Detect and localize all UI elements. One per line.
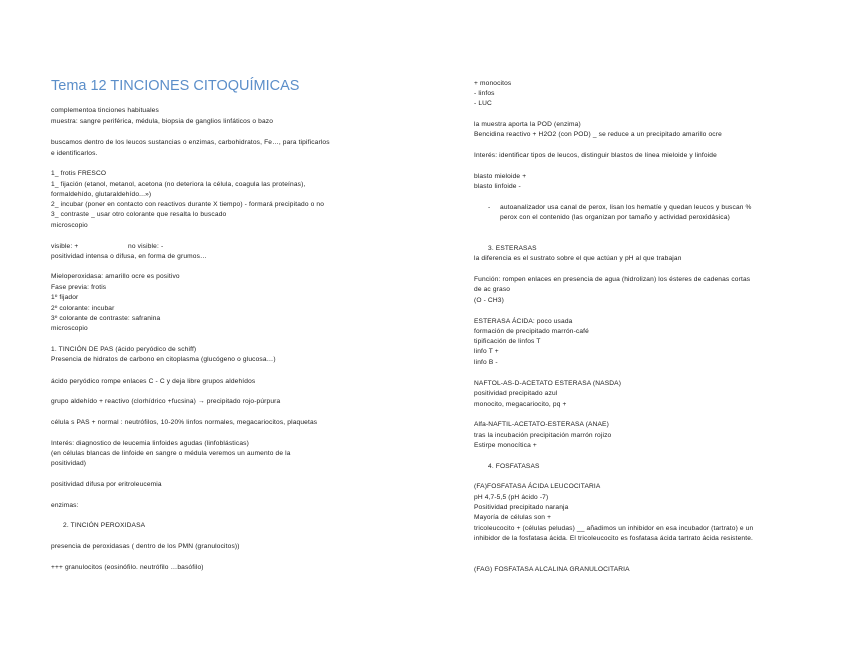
text-line: 2º colorante: incubar [51, 305, 115, 312]
text-line: perox con el contenido (las organizan por tamaño y actividad peroxidásica) [500, 214, 730, 221]
text-line: Función: rompen enlaces en presencia de agua (hidrolizan) los ésteres de cadenas cortas [474, 276, 751, 283]
text-line: - LUC [474, 100, 492, 107]
section-heading: 2. TINCIÓN PEROXIDASA [63, 522, 146, 529]
text-line: visible: + [51, 243, 79, 250]
text-line: de ac graso [474, 286, 511, 293]
text-line: linfo B - [474, 359, 498, 366]
text-line: enzimas: [51, 502, 79, 509]
text-line: ácido peryódico rompe enlaces C - C y deja libre grupos aldehídos [51, 378, 256, 385]
text-line: positividad difusa por eritroleucemia [51, 481, 162, 488]
text-line: microscopio [51, 222, 88, 229]
section-heading: 4. FOSFATASAS [488, 463, 540, 470]
text-line: microscopio [51, 325, 88, 332]
text-line: autoanalizador usa canal de perox, lisan los hematíe y quedan leucos y buscan % [500, 204, 752, 211]
page-title: Tema 12 TINCIONES CITOQUÍMICAS [51, 78, 300, 94]
text-line: 3_ contraste _ usar otro colorante que resalta lo buscado [51, 211, 227, 218]
text-line: célula s PAS + normal : neutrófilos, 10-20% linfos normales, megacariocitos, plaquetas [51, 419, 318, 426]
section-heading: 1. TINCIÓN DE PAS (ácido peryódico de schiff) [51, 346, 197, 353]
text-line: + monocitos [474, 80, 512, 87]
section-heading: 3. ESTERASAS [488, 245, 537, 252]
text-line: tricoleucocito + (células peludas) __ añadimos un inhibidor en esa incubador (tartrato) e un [474, 525, 754, 532]
text-line: Mieloperoxidasa: amarillo ocre es positivo [51, 273, 180, 280]
bullet-dash: - [488, 204, 491, 211]
text-line: la diferencia es el sustrato sobre el que actúan y pH al que trabajan [474, 255, 682, 262]
text-line: 3º colorante de contraste: safranina [51, 315, 161, 322]
text-line: 1_ fijación (etanol, metanol, acetona (no deteriora la célula, coagula las proteínas), [51, 181, 306, 188]
text-line: pH 4,7-5,5 (pH ácido -7) [474, 494, 549, 501]
text-line: +++ granulocitos (eosinófilo. neutrófilo …basófilo) [51, 564, 204, 571]
text-line: 1º fijador [51, 294, 79, 301]
text-line: positividad precipitado azul [474, 390, 558, 397]
text-line: Mayoría de células son + [474, 514, 552, 521]
text-line: Presencia de hidratos de carbono en citoplasma (glucógeno o glucosa…) [51, 356, 276, 363]
text-line: ESTERASA ÁCIDA: poco usada [474, 318, 573, 325]
text-line: (FAG) FOSFATASA ALCALINA GRANULOCITARIA [474, 566, 630, 573]
text-line: (FA)FOSFATASA ÁCIDA LEUCOCITARIA [474, 483, 601, 490]
text-line: complementoa tinciones habituales [51, 107, 159, 114]
text-line: Bencidina reactivo + H2O2 (con POD) _ se reduce a un precipitado amarillo ocre [474, 131, 722, 138]
text-line: positividad intensa o difusa, en forma de grumos… [51, 253, 207, 260]
text-line: NAFTOL-AS-D-ACETATO ESTERASA (NASDA) [474, 380, 622, 387]
text-line: formación de precipitado marrón-café [474, 328, 589, 335]
text-line: presencia de peroxidasas ( dentro de los PMN (granulocitos)) [51, 543, 240, 550]
text-line: no visible: - [128, 243, 164, 250]
text-line: (en células blancas de linfoide en sangre o médula veremos un aumento de la [51, 450, 291, 457]
text-line: muestra: sangre periférica, médula, biopsia de ganglios linfáticos o bazo [51, 118, 274, 125]
text-line: formaldehído, glutaraldehído...») [51, 191, 152, 198]
text-line: (O - CH3) [474, 297, 504, 304]
text-line: linfo T + [474, 348, 499, 355]
text-line: Positividad precipitado naranja [474, 504, 569, 511]
text-line: monocito, megacariocito, pq + [474, 401, 567, 408]
text-line: Interés: diagnostico de leucemia linfoides agudas (linfoblásticas) [51, 440, 249, 447]
text-line: blasto linfoide - [474, 183, 521, 190]
text-line: positividad) [51, 460, 87, 467]
text-line: - linfos [474, 90, 495, 97]
text-line: e identificarlos. [51, 150, 98, 157]
text-line: Fase previa: frotis [51, 284, 107, 291]
text-line: Alfa-NAFTIL-ACETATO-ESTERASA (ANAE) [474, 421, 609, 428]
text-line: Estirpe monocítica + [474, 442, 537, 449]
text-line: Interés: identificar tipos de leucos, distinguir blastos de línea mieloide y linfoide [474, 152, 717, 159]
text-line: 2_ incubar (poner en contacto con reactivos durante X tiempo) - formará precipitado o no [51, 201, 325, 208]
text-line: tras la incubación precipitación marrón rojizo [474, 432, 612, 439]
text-line: inhibidor de la fosfatasa ácida. El tricoleucocito es fosfatasa ácida tartrato ácida resistente. [474, 535, 754, 542]
text-line: blasto mieloide + [474, 173, 527, 180]
text-line: la muestra aporta la POD (enzima) [474, 121, 581, 128]
text-line: grupo aldehído + reactivo (clorhídrico +fucsina) → precipitado rojo-púrpura [51, 398, 281, 405]
text-line: buscamos dentro de los leucos sustancias o enzimas, carbohidratos, Fe…, para tipificarlos [51, 139, 330, 146]
text-line: tipificación de linfos T [474, 338, 541, 345]
text-line: 1_ frotis FRESCO [51, 170, 107, 177]
